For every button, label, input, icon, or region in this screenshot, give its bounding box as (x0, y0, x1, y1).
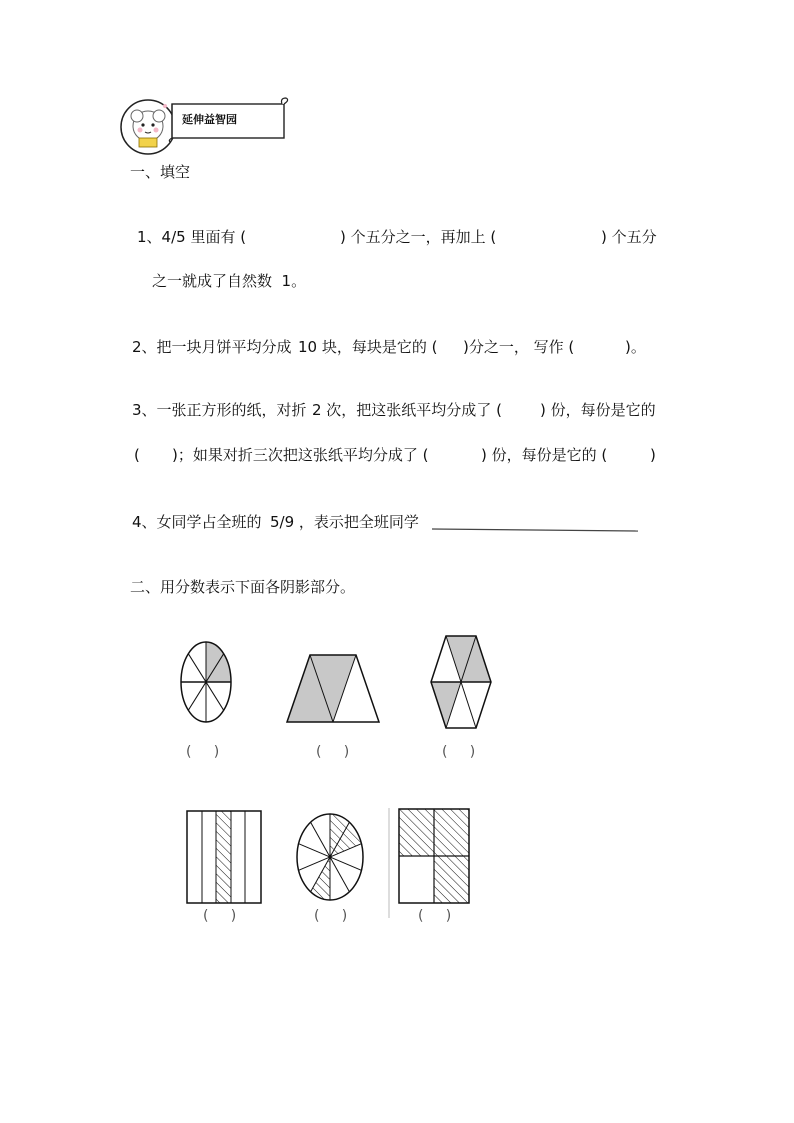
q3-line2-part3: ) 份，每份是它的 ( (481, 446, 608, 464)
q4-part2: 5/9 ，表示把全班同学 (270, 513, 419, 531)
q1-line1-part3: ) 个五分 (601, 228, 657, 246)
section-heading-shaded-fractions: 二、用分数表示下面各阴影部分。 (130, 578, 356, 596)
figure-hexagon-sixths (430, 634, 492, 730)
q3-line2-part2: )；如果对折三次把这张纸平均分成了 ( (172, 446, 429, 464)
q4-answer-line (432, 527, 642, 533)
q2-part3: )分之一， 写作 ( (463, 338, 575, 356)
q2-part4: )。 (625, 338, 646, 356)
figure-circle-tenths (296, 812, 366, 902)
q3-line1-part3: ) 份，每份是它的 (540, 401, 656, 419)
answer-paren-fig5: ( ) (314, 908, 348, 924)
answer-paren-fig1: ( ) (186, 744, 220, 760)
figure-circle-eighths (178, 638, 234, 722)
q3-line2-part1: ( (134, 446, 140, 464)
answer-paren-fig6: ( ) (418, 908, 452, 924)
figure-trapezoid-thirds (286, 654, 380, 724)
answer-paren-fig3: ( ) (442, 744, 476, 760)
q3-line1-part2: 2 次，把这张纸平均分成了 ( (312, 401, 502, 419)
answer-paren-fig2: ( ) (316, 744, 350, 760)
scan-artifact-line (388, 808, 390, 918)
q3-line2-part4: ) (650, 446, 656, 464)
q3-line1-part1: 3、一张正方形的纸，对折 (132, 401, 307, 419)
q1-line1-part2: ) 个五分之一，再加上 ( (340, 228, 497, 246)
figure-square-quarters (398, 808, 470, 904)
q2-part1: 2、把一块月饼平均分成 (132, 338, 292, 356)
answer-paren-fig4: ( ) (203, 908, 237, 924)
banner-label: 延伸益智园 (182, 113, 237, 126)
q2-part2: 10 块，每块是它的 ( (298, 338, 438, 356)
q1-line2: 之一就成了自然数 1。 (152, 272, 307, 290)
section-heading-fill-blank: 一、填空 (130, 163, 191, 181)
figure-rectangle-fifths (186, 810, 262, 904)
q1-line1-part1: 1、4/5 里面有 ( (137, 228, 247, 246)
q4-part1: 4、女同学占全班的 (132, 513, 262, 531)
